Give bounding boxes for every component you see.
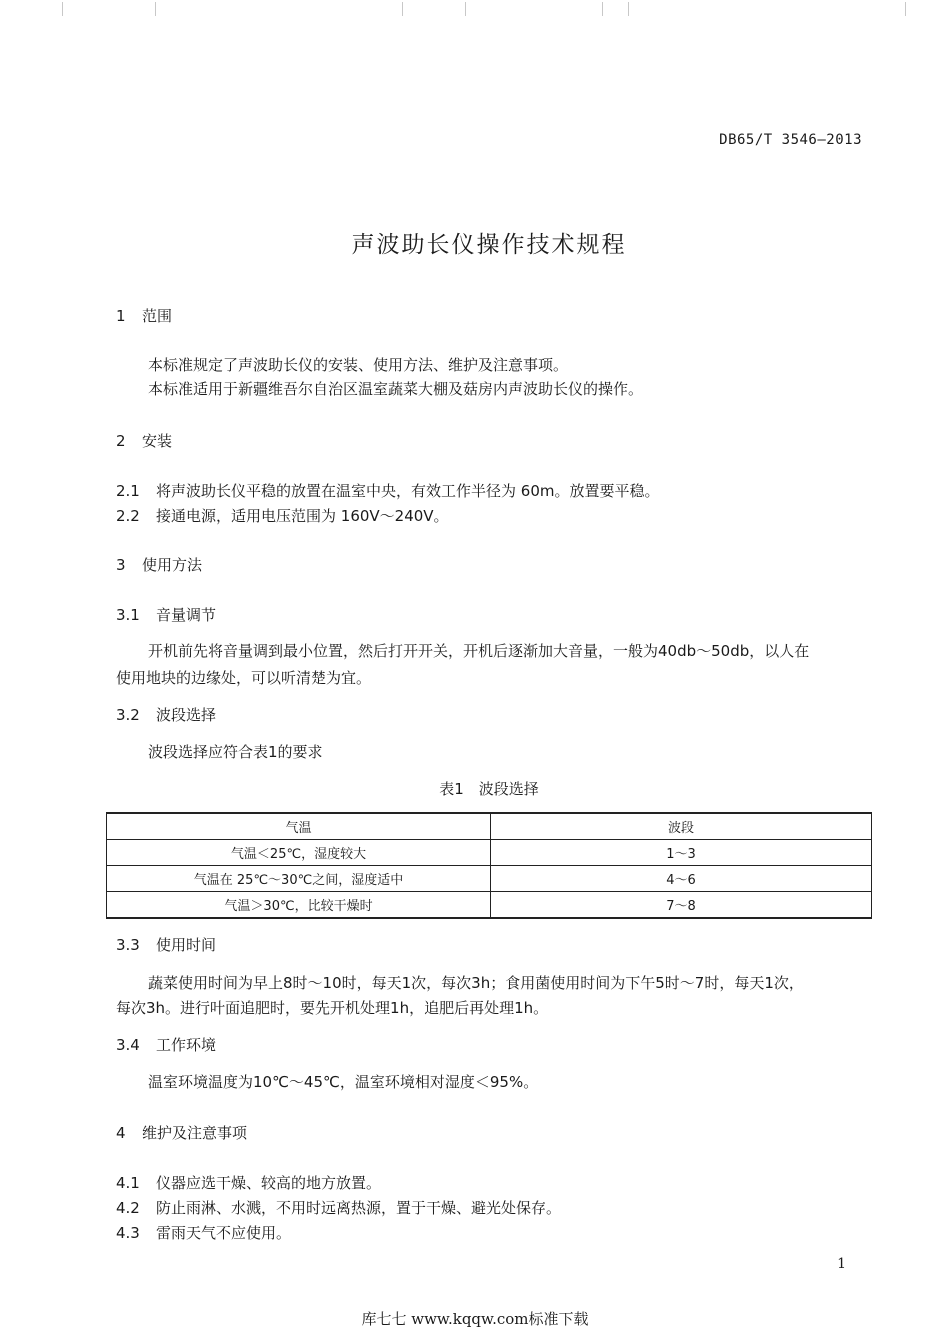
section-4-heading [116, 1122, 247, 1143]
clause-number: 4.3 [116, 1224, 140, 1242]
table-header-cell: 气温 [107, 813, 491, 840]
table-caption: 表1 波段选择 [439, 780, 539, 798]
clause-title: 工作环境 [156, 1036, 217, 1054]
clause-3-4-paragraph: 温室环境温度为10℃～45℃，温室环境相对湿度＜95%。 [148, 1073, 539, 1091]
clause-3-1-heading [116, 604, 216, 625]
table-row [107, 892, 872, 919]
clause-text: 将声波助长仪平稳的放置在温室中央，有效工作半径为 60m。放置要平稳。 [156, 482, 660, 500]
section-1-heading [116, 305, 172, 326]
clause-number: 2.1 [116, 482, 140, 500]
clause-4-1 [116, 1172, 381, 1193]
band-selection-table [106, 812, 872, 919]
clause-2-2 [116, 505, 449, 526]
clause-text: 接通电源，适用电压范围为 160V～240V。 [156, 507, 449, 525]
section-title: 范围 [142, 307, 173, 325]
clause-3-2-paragraph: 波段选择应符合表1的要求 [148, 743, 323, 761]
table-cell: 气温＜25℃，湿度较大 [107, 840, 491, 866]
section-1-paragraph-2: 本标准适用于新疆维吾尔自治区温室蔬菜大棚及菇房内声波助长仪的操作。 [148, 380, 644, 398]
table-cell: 7～8 [491, 892, 872, 919]
section-number: 1 [116, 307, 126, 325]
table-header-row [107, 813, 872, 840]
table-cell: 1～3 [491, 840, 872, 866]
clause-text: 雷雨天气不应使用。 [156, 1224, 292, 1242]
section-title: 使用方法 [142, 556, 203, 574]
clause-number: 4.2 [116, 1199, 140, 1217]
clause-text: 仪器应选干燥、较高的地方放置。 [156, 1174, 382, 1192]
scan-marks [0, 0, 950, 20]
clause-title: 使用时间 [156, 936, 217, 954]
table-row [107, 866, 872, 892]
table-cell: 气温在 25℃～30℃之间，湿度适中 [107, 866, 491, 892]
section-number: 2 [116, 432, 126, 450]
clause-3-3-heading [116, 934, 216, 955]
clause-number: 3.3 [116, 936, 140, 954]
clause-number: 3.1 [116, 606, 140, 624]
clause-title: 波段选择 [156, 706, 217, 724]
table-cell: 4～6 [491, 866, 872, 892]
clause-3-3-paragraph-line-1: 蔬菜使用时间为早上8时～10时，每天1次，每次3h；食用菌使用时间为下午5时～7时，每天1次， [148, 974, 804, 992]
section-3-heading [116, 554, 202, 575]
clause-2-1 [116, 480, 659, 501]
clause-3-2-heading [116, 704, 216, 725]
section-title: 维护及注意事项 [142, 1124, 248, 1142]
page-title: 声波助长仪操作技术规程 [351, 232, 627, 258]
clause-4-2 [116, 1197, 561, 1218]
clause-3-1-paragraph-line-2: 使用地块的边缘处，可以听清楚为宜。 [116, 669, 372, 687]
table-header-cell: 波段 [491, 813, 872, 840]
clause-3-1-paragraph-line-1: 开机前先将音量调到最小位置，然后打开开关，开机后逐渐加大音量，一般为40db～50db，以人在 [148, 642, 810, 660]
table-row [107, 840, 872, 866]
clause-number: 3.4 [116, 1036, 140, 1054]
clause-number: 4.1 [116, 1174, 140, 1192]
page-number: 1 [837, 1256, 846, 1272]
section-number: 4 [116, 1124, 126, 1142]
clause-number: 2.2 [116, 507, 140, 525]
section-number: 3 [116, 556, 126, 574]
clause-text: 防止雨淋、水溅，不用时远离热源，置于干燥、避光处保存。 [156, 1199, 562, 1217]
section-2-heading [116, 430, 172, 451]
footer-watermark: 库七七 www.kqqw.com标准下载 [361, 1310, 589, 1328]
clause-3-3-paragraph-line-2: 每次3h。进行叶面追肥时，要先开机处理1h，追肥后再处理1h。 [116, 999, 549, 1017]
section-1-paragraph-1: 本标准规定了声波助长仪的安装、使用方法、维护及注意事项。 [148, 356, 569, 374]
clause-4-3 [116, 1222, 291, 1243]
section-title: 安装 [142, 432, 173, 450]
clause-title: 音量调节 [156, 606, 217, 624]
document-code: DB65/T 3546—2013 [719, 132, 862, 148]
clause-3-4-heading [116, 1034, 216, 1055]
table-cell: 气温＞30℃，比较干燥时 [107, 892, 491, 919]
clause-number: 3.2 [116, 706, 140, 724]
